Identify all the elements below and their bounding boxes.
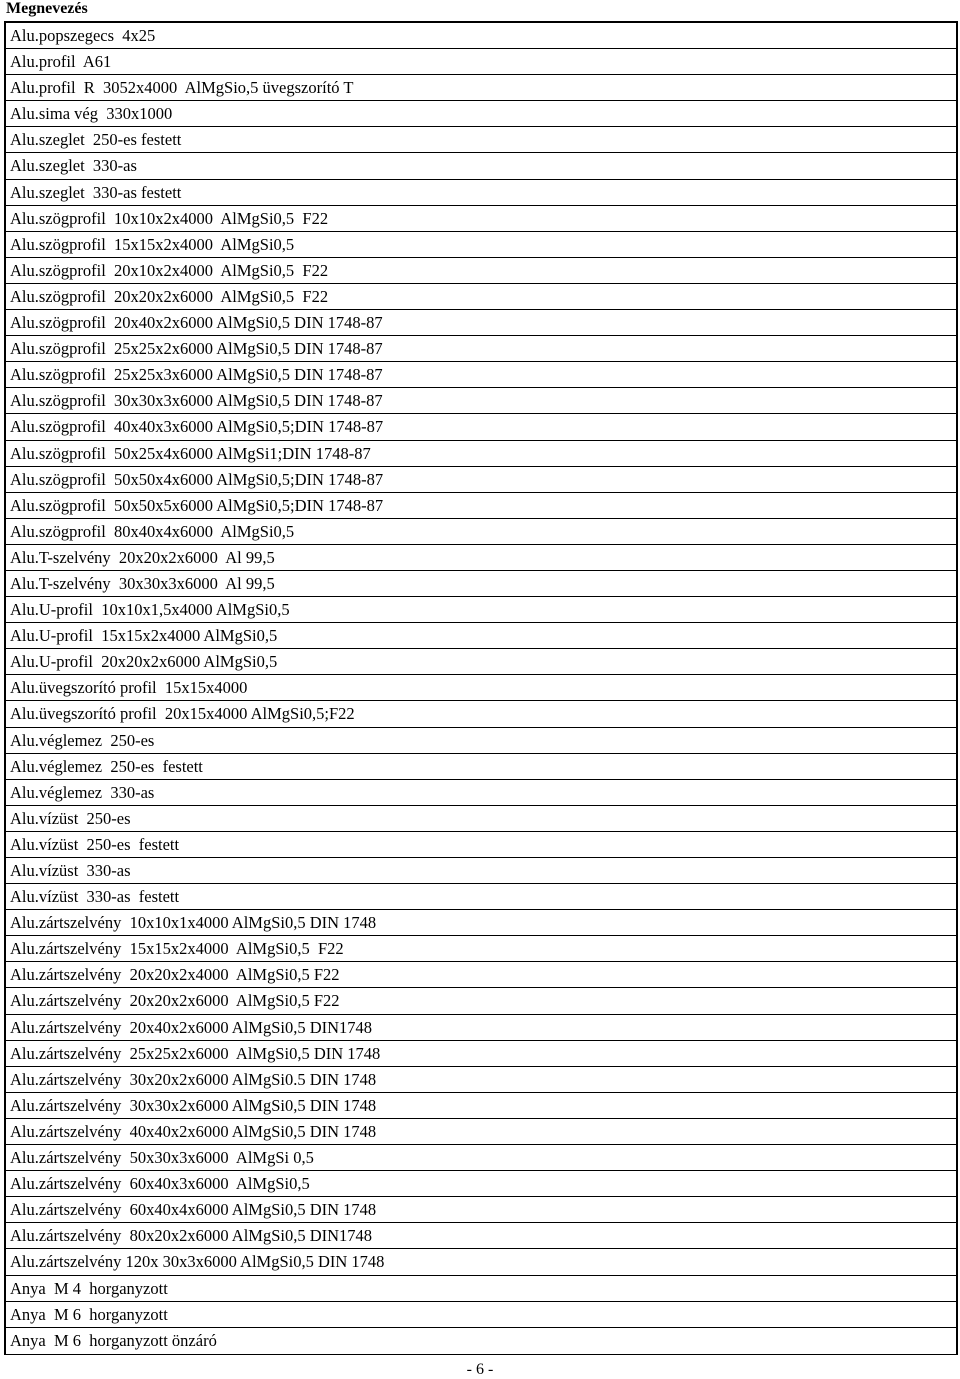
table-row: Alu.szögprofil 30x30x3x6000 AlMgSi0,5 DIN 1748-87 [6, 388, 956, 414]
table-row: Alu.szögprofil 25x25x2x6000 AlMgSi0,5 DIN 1748-87 [6, 336, 956, 362]
table-row: Alu.szögprofil 40x40x3x6000 AlMgSi0,5;DIN 1748-87 [6, 414, 956, 440]
table-row: Alu.szögprofil 50x25x4x6000 AlMgSi1;DIN 1748-87 [6, 441, 956, 467]
table-row: Alu.zártszelvény 10x10x1x4000 AlMgSi0,5 DIN 1748 [6, 910, 956, 936]
table-row: Alu.sima vég 330x1000 [6, 101, 956, 127]
item-table [4, 21, 958, 1355]
table-row: Alu.szögprofil 20x10x2x4000 AlMgSi0,5 F22 [6, 258, 956, 284]
table-row: Alu.szeglet 330-as festett [6, 180, 956, 206]
table-row: Alu.véglemez 250-es festett [6, 754, 956, 780]
table-row: Alu.popszegecs 4x25 [6, 23, 956, 49]
table-row: Alu.vízüst 330-as festett [6, 884, 956, 910]
table-row: Alu.U-profil 15x15x2x4000 AlMgSi0,5 [6, 623, 956, 649]
page-number: - 6 - [466, 1361, 494, 1378]
table-row: Alu.vízüst 330-as [6, 858, 956, 884]
column-header: Megnevezés [6, 0, 88, 17]
table-row: Alu.zártszelvény 30x30x2x6000 AlMgSi0,5 DIN 1748 [6, 1093, 956, 1119]
table-row: Alu.szögprofil 10x10x2x4000 AlMgSi0,5 F22 [6, 206, 956, 232]
table-row: Alu.szeglet 330-as [6, 153, 956, 179]
table-row: Alu.szögprofil 20x20x2x6000 AlMgSi0,5 F22 [6, 284, 956, 310]
table-row: Alu.szögprofil 80x40x4x6000 AlMgSi0,5 [6, 519, 956, 545]
table-row: Alu.T-szelvény 30x30x3x6000 Al 99,5 [6, 571, 956, 597]
table-row: Alu.profil A61 [6, 49, 956, 75]
table-row: Alu.zártszelvény 60x40x3x6000 AlMgSi0,5 [6, 1171, 956, 1197]
table-row: Alu.véglemez 250-es [6, 728, 956, 754]
table-row: Alu.szögprofil 20x40x2x6000 AlMgSi0,5 DIN 1748-87 [6, 310, 956, 336]
table-row: Alu.szögprofil 15x15x2x4000 AlMgSi0,5 [6, 232, 956, 258]
table-row: Alu.U-profil 20x20x2x6000 AlMgSi0,5 [6, 649, 956, 675]
table-row: Alu.zártszelvény 25x25x2x6000 AlMgSi0,5 DIN 1748 [6, 1041, 956, 1067]
table-row: Alu.zártszelvény 20x20x2x6000 AlMgSi0,5 F22 [6, 988, 956, 1014]
table-row: Alu.zártszelvény 20x40x2x6000 AlMgSi0,5 DIN1748 [6, 1015, 956, 1041]
table-row: Alu.zártszelvény 50x30x3x6000 AlMgSi 0,5 [6, 1145, 956, 1171]
table-row: Alu.zártszelvény 40x40x2x6000 AlMgSi0,5 DIN 1748 [6, 1119, 956, 1145]
table-row: Alu.szeglet 250-es festett [6, 127, 956, 153]
table-row: Alu.zártszelvény 80x20x2x6000 AlMgSi0,5 DIN1748 [6, 1223, 956, 1249]
table-row: Alu.véglemez 330-as [6, 780, 956, 806]
table-row: Alu.profil R 3052x4000 AlMgSio,5 üvegszorító T [6, 75, 956, 101]
table-row: Alu.vízüst 250-es festett [6, 832, 956, 858]
table-row: Alu.szögprofil 50x50x4x6000 AlMgSi0,5;DIN 1748-87 [6, 467, 956, 493]
table-row: Alu.zártszelvény 20x20x2x4000 AlMgSi0,5 F22 [6, 962, 956, 988]
table-row: Alu.üvegszorító profil 15x15x4000 [6, 675, 956, 701]
table-row: Anya M 4 horganyzott [6, 1276, 956, 1302]
table-row: Anya M 6 horganyzott [6, 1302, 956, 1328]
table-row: Alu.U-profil 10x10x1,5x4000 AlMgSi0,5 [6, 597, 956, 623]
table-row: Alu.zártszelvény 120x 30x3x6000 AlMgSi0,5 DIN 1748 [6, 1249, 956, 1275]
table-row: Alu.zártszelvény 15x15x2x4000 AlMgSi0,5 F22 [6, 936, 956, 962]
table-row: Alu.szögprofil 50x50x5x6000 AlMgSi0,5;DIN 1748-87 [6, 493, 956, 519]
table-row: Alu.szögprofil 25x25x3x6000 AlMgSi0,5 DIN 1748-87 [6, 362, 956, 388]
table-row: Alu.vízüst 250-es [6, 806, 956, 832]
table-row: Alu.zártszelvény 60x40x4x6000 AlMgSi0,5 DIN 1748 [6, 1197, 956, 1223]
table-row: Alu.zártszelvény 30x20x2x6000 AlMgSi0.5 DIN 1748 [6, 1067, 956, 1093]
table-row: Alu.üvegszorító profil 20x15x4000 AlMgSi0,5;F22 [6, 701, 956, 727]
table-row: Alu.T-szelvény 20x20x2x6000 Al 99,5 [6, 545, 956, 571]
table-row: Anya M 6 horganyzott önzáró [10, 1330, 217, 1350]
